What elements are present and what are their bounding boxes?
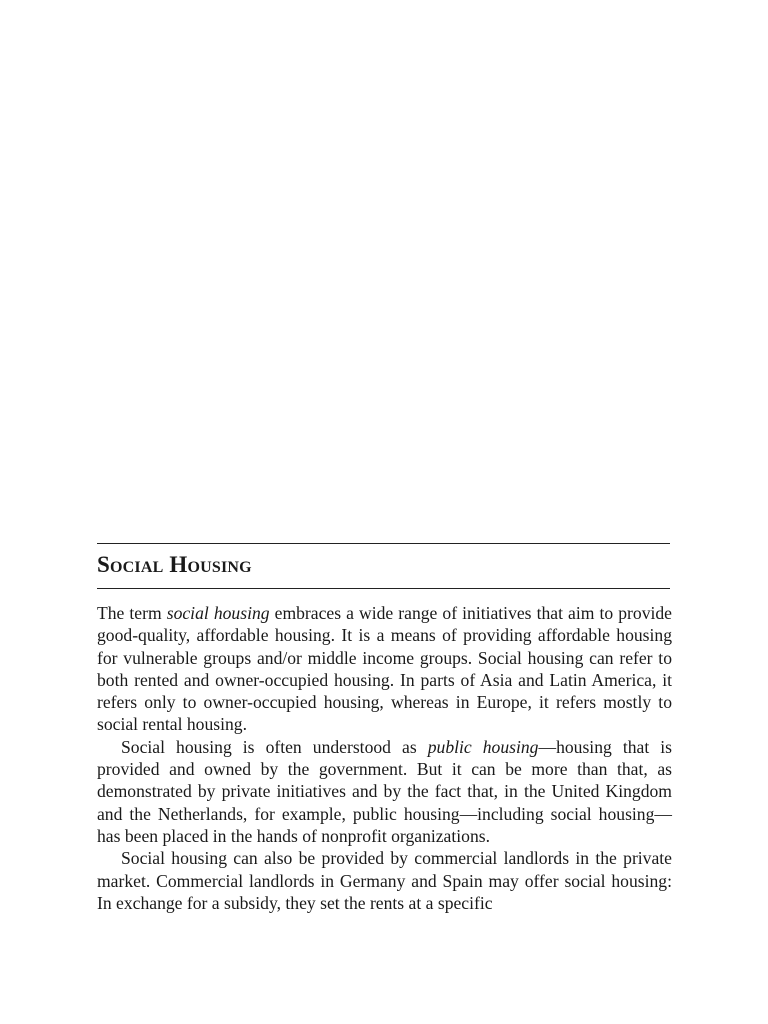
section-heading: Social Housing (97, 552, 252, 577)
paragraph-3 (97, 847, 672, 914)
heading-bottom-rule (97, 588, 670, 589)
term-public-housing: public housing (427, 736, 539, 757)
heading-top-rule (97, 543, 670, 544)
paragraph-1-rest: embraces a wide range of initiatives that aim to provide good-quality, affordable housing. It is a means of providing affordable housing for vulnerable groups and/or middle income groups. Social housing can refer to both rented and owner-occupied housing. In parts of Asia and Latin America, it refers only to owner-occupied housing, whereas in Europe, it refers mostly to social rental housing. (97, 603, 672, 735)
term-social-housing: social housing (166, 603, 270, 623)
paragraph-2-start: Social housing is often understood as (121, 736, 428, 757)
paragraph-1-start: The term (97, 603, 167, 623)
paragraph-3-text: Social housing can also be provided by commercial landlords in the private market. Commercial landlords in Germany and Spain may offer social housing: In exchange for a subsidy, they set the rents at a specific (97, 848, 672, 913)
paragraph-2-rest: —housing that is provided and owned by the government. But it can be more than that, as demonstrated by private initiatives and by the fact that, in the United Kingdom and the Netherlands, for example, public housing—including social housing—has been placed in the hands of nonprofit organizations. (97, 736, 672, 846)
paragraph-2 (97, 736, 672, 847)
paragraph-1 (97, 602, 672, 736)
body-text (97, 602, 672, 914)
